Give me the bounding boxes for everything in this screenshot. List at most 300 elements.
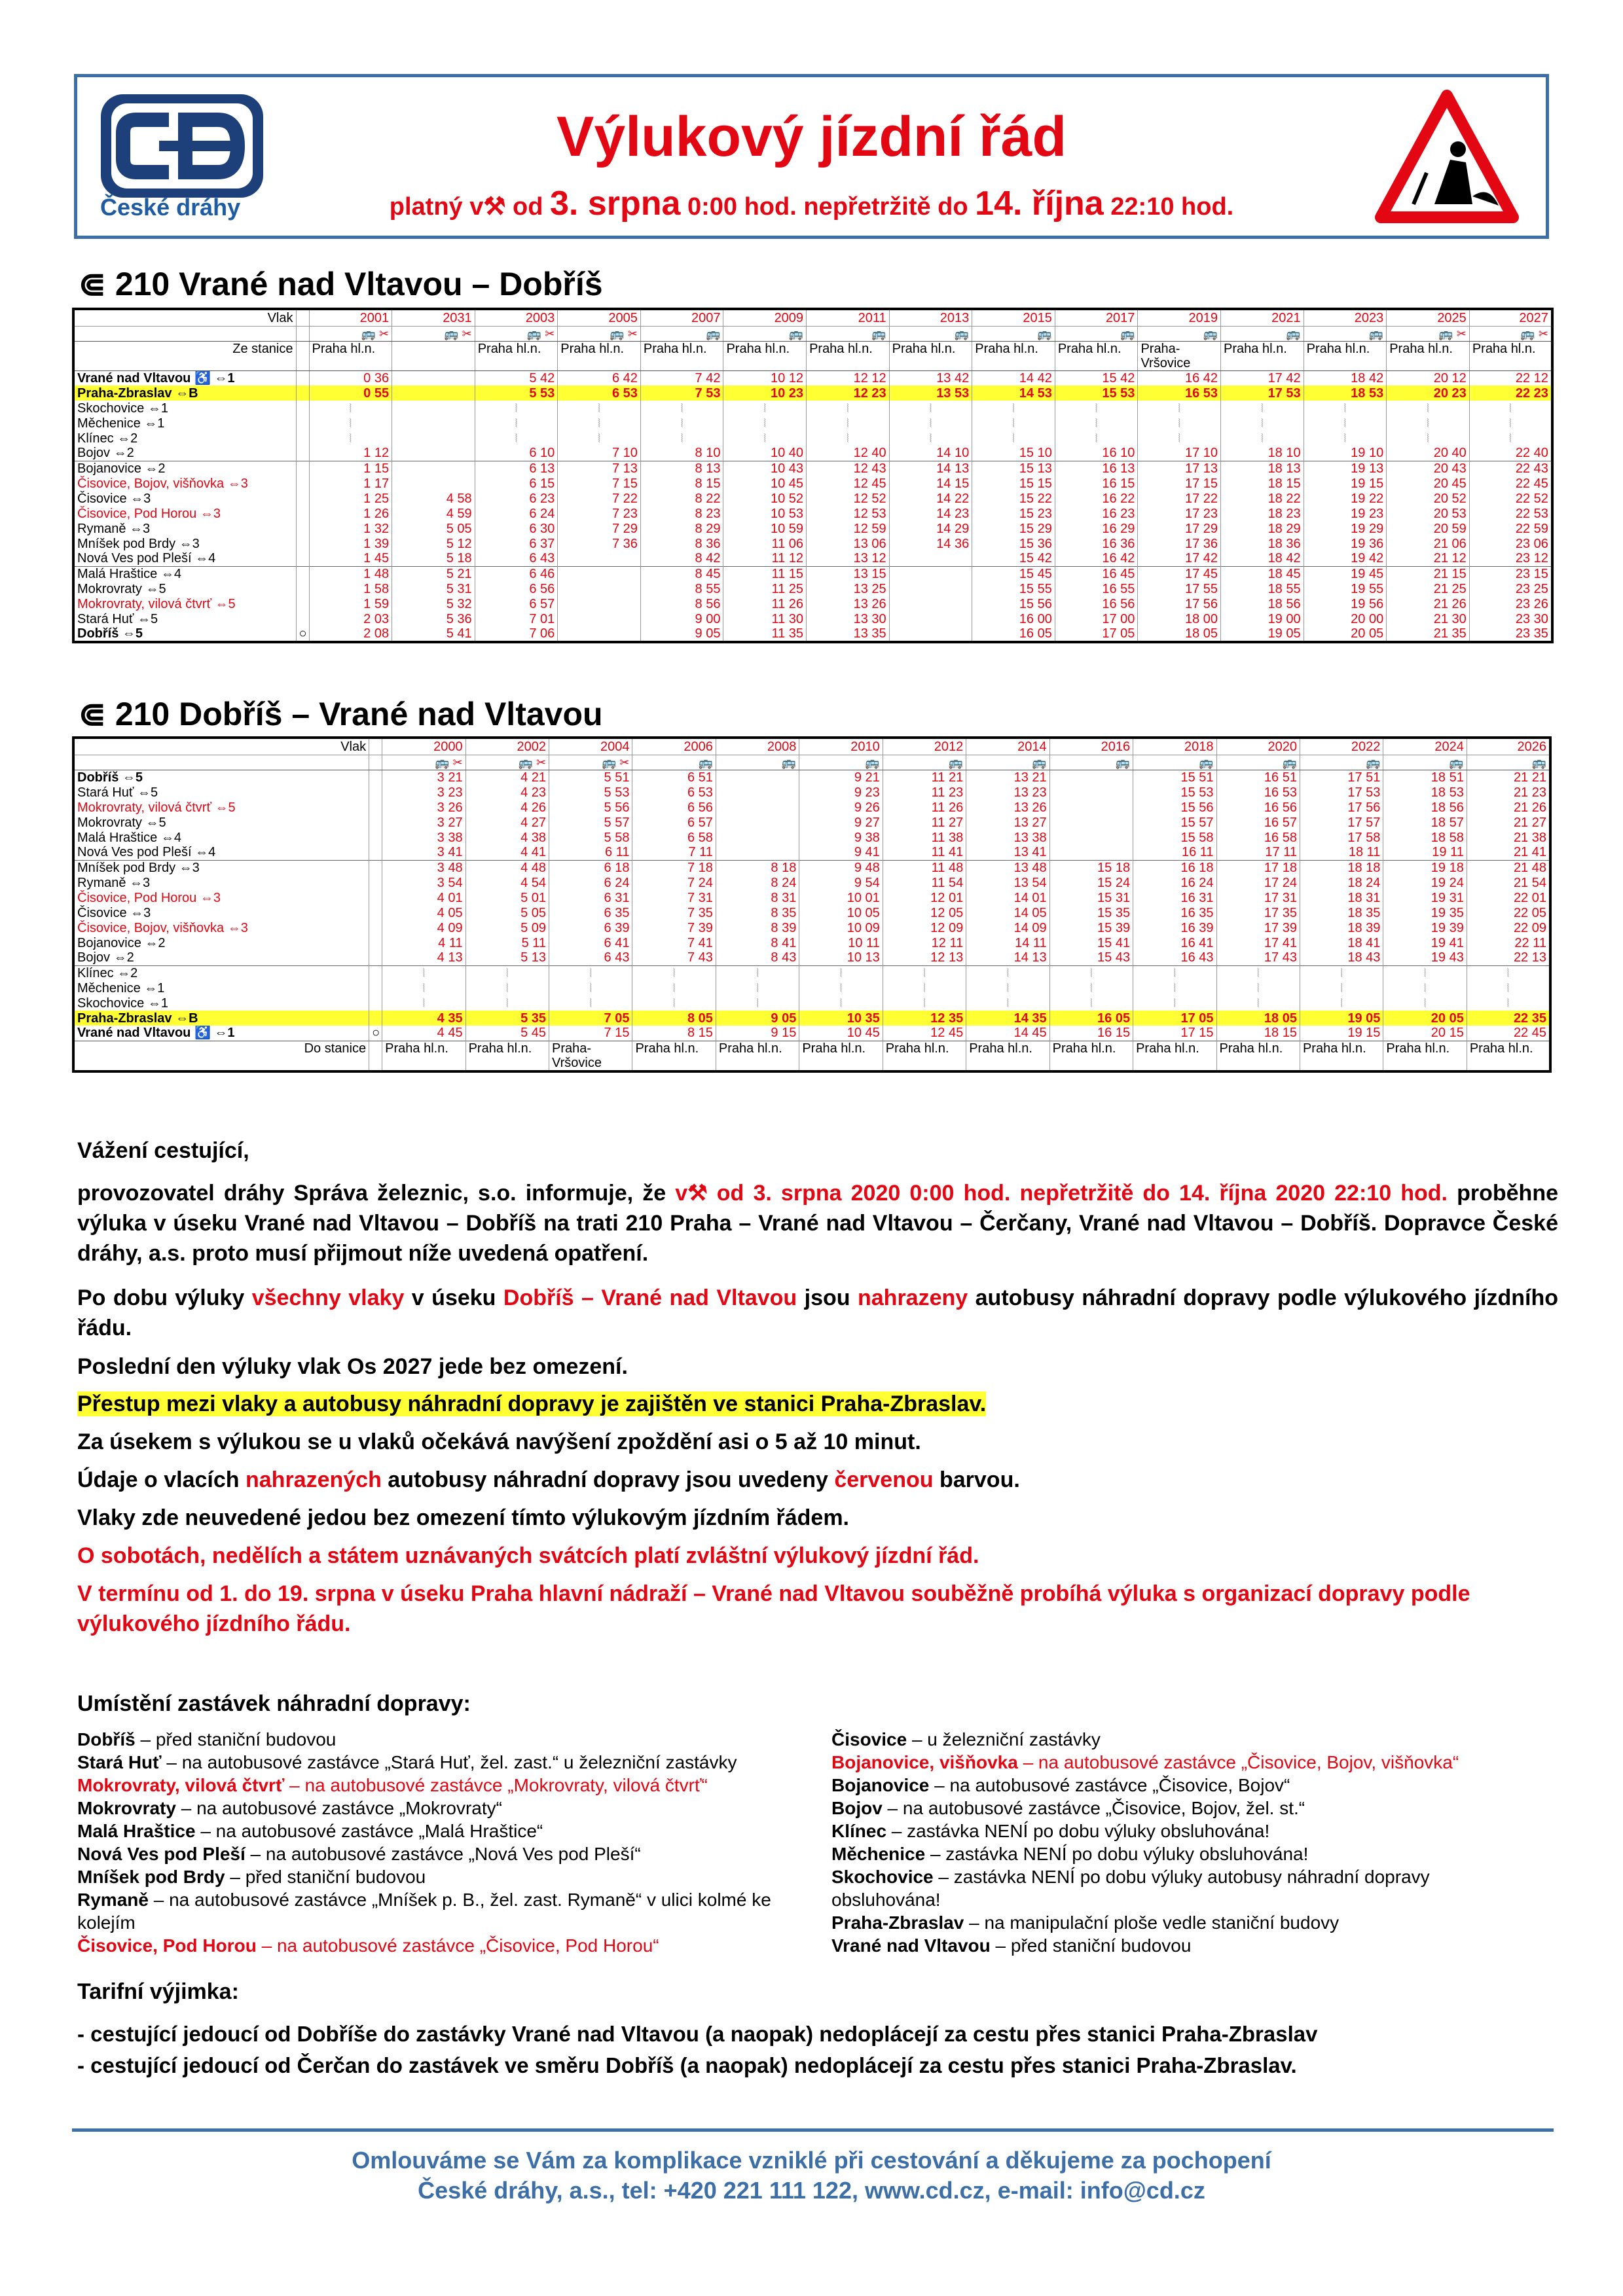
station-name: Rymaně ⇔3	[73, 875, 369, 890]
stop-name: Mokrovraty	[77, 1798, 176, 1818]
departure-time: 10 40	[723, 446, 807, 461]
logo-text: České dráhy	[100, 194, 241, 221]
departure-time: ⦚	[549, 996, 632, 1011]
end-marker-cell	[296, 491, 309, 506]
departure-time: ⦚	[1055, 416, 1138, 431]
table-row	[73, 1011, 1550, 1026]
info-p8: O sobotách, nedělích a státem uznávaných svátcích platí zvláštní výlukový jízdní řád.	[77, 1543, 979, 1568]
from-station: Praha hl.n.	[640, 341, 723, 370]
departure-time: 15 53	[1133, 785, 1216, 800]
stop-name: Mokrovraty, vilová čtvrť	[77, 1775, 285, 1795]
departure-time: ⦚	[1216, 965, 1300, 980]
stop-description: – na autobusové zastávce „Mníšek p. B., žel. zast. Rymaně“ v ulici kolmé ke kolejím	[77, 1890, 771, 1933]
stop-description: – na autobusové zastávce „Mokrovraty, vilová čtvrť“	[284, 1775, 708, 1795]
departure-time: 19 05	[1300, 1011, 1383, 1026]
departure-time: 3 54	[382, 875, 465, 890]
departure-time	[889, 626, 972, 642]
station-name: Mníšek pod Brdy ⇔3	[73, 860, 369, 875]
stop-name: Bojanovice	[831, 1775, 930, 1795]
departure-time: 18 57	[1383, 815, 1467, 830]
train-number: 2014	[966, 738, 1049, 755]
departure-time	[716, 845, 799, 860]
departure-time: 10 45	[723, 476, 807, 491]
stop-description: – na autobusové zastávce „Mokrovraty“	[175, 1798, 502, 1818]
departure-time: ⦚	[465, 965, 549, 980]
departure-time: ⦚	[1467, 996, 1550, 1011]
departure-time: 12 09	[883, 920, 966, 935]
departure-time: 11 21	[883, 770, 966, 785]
departure-time: 18 29	[1221, 521, 1304, 536]
stop-description: – zastávka NENÍ po dobu výluky obsluhována!	[925, 1844, 1309, 1864]
departure-time: ⦚	[1133, 980, 1216, 996]
departure-time: 12 40	[807, 446, 890, 461]
end-marker-cell	[296, 611, 309, 626]
departure-time: 6 58	[632, 830, 716, 845]
end-marker-cell	[369, 800, 382, 815]
departure-time: ⦚	[1469, 401, 1552, 416]
departure-time: 19 42	[1304, 551, 1387, 566]
departure-time: 14 35	[966, 1011, 1049, 1026]
from-station: Praha hl.n.	[1304, 341, 1387, 370]
stop-item	[831, 1797, 1539, 1820]
train-number-row	[73, 309, 1552, 326]
departure-time: ⦚	[1300, 996, 1383, 1011]
departure-time: 20 00	[1304, 611, 1387, 626]
departure-time: 18 56	[1221, 596, 1304, 611]
departure-time: 4 48	[465, 860, 549, 875]
departure-time: 16 35	[1133, 905, 1216, 920]
end-marker-cell	[296, 551, 309, 566]
departure-time	[716, 830, 799, 845]
departure-time: 5 11	[465, 935, 549, 950]
departure-time: 10 35	[799, 1011, 883, 1026]
departure-time	[558, 581, 641, 596]
stop-item	[77, 1842, 791, 1865]
departure-time: 17 23	[1138, 506, 1221, 521]
departure-time: 15 29	[972, 521, 1055, 536]
departure-time: 19 55	[1304, 581, 1387, 596]
train-number: 2019	[1138, 309, 1221, 326]
departure-time	[889, 566, 972, 581]
departure-time: ⦚	[1216, 996, 1300, 1011]
departure-time: 17 00	[1055, 611, 1138, 626]
departure-time: ⦚	[966, 996, 1049, 1011]
departure-time: 18 18	[1300, 860, 1383, 875]
bus-replacement-icon: 🚌	[807, 326, 890, 341]
departure-time: ⦚	[465, 980, 549, 996]
departure-time: 23 30	[1469, 611, 1552, 626]
departure-time: 21 21	[1467, 770, 1550, 785]
departure-time: ⦚	[1467, 980, 1550, 996]
end-marker-cell: ○	[296, 626, 309, 642]
departure-time: 17 05	[1133, 1011, 1216, 1026]
station-name: Dobříš ⇔5	[73, 770, 369, 785]
departure-time: 7 53	[640, 386, 723, 401]
departure-time: 11 25	[723, 581, 807, 596]
station-name: Bojov ⇔2	[73, 446, 296, 461]
departure-time: 21 15	[1387, 566, 1470, 581]
departure-time: 7 06	[475, 626, 558, 642]
train-number: 2016	[1049, 738, 1133, 755]
departure-time: 22 35	[1467, 1011, 1550, 1026]
station-name: Mokrovraty ⇔5	[73, 581, 296, 596]
train-symbol-row	[73, 326, 1552, 341]
departure-time: 3 23	[382, 785, 465, 800]
departure-time: 1 48	[309, 566, 392, 581]
departure-time: 7 22	[558, 491, 641, 506]
departure-time: 1 15	[309, 461, 392, 476]
departure-time	[392, 370, 475, 386]
bus-replacement-icon: 🚌	[1467, 755, 1550, 770]
station-name: Klínec ⇔2	[73, 431, 296, 446]
stop-description: – na autobusové zastávce „Nová Ves pod Pleší“	[245, 1844, 641, 1864]
departure-time: ⦚	[972, 416, 1055, 431]
stop-item	[77, 1751, 791, 1774]
departure-time: 5 41	[392, 626, 475, 642]
departure-time: 18 35	[1300, 905, 1383, 920]
departure-time: 7 15	[558, 476, 641, 491]
departure-time: ⦚	[1387, 431, 1470, 446]
departure-time: 18 23	[1221, 506, 1304, 521]
info-p9: V termínu od 1. do 19. srpna v úseku Praha hlavní nádraží – Vrané nad Vltavou souběžně probíhá výluka s organizací dopravy podle výlukového jízdního řádu.	[77, 1581, 1470, 1636]
train-number: 2007	[640, 309, 723, 326]
table-row	[73, 611, 1552, 626]
departure-time	[558, 551, 641, 566]
departure-time: 13 25	[807, 581, 890, 596]
departure-time	[558, 626, 641, 642]
stop-item	[831, 1820, 1539, 1842]
page-title: Výlukový jízdní řád	[556, 105, 1067, 168]
info-p5: Za úsekem s výlukou se u vlaků očekává navýšení zpoždění asi o 5 až 10 minut.	[77, 1429, 921, 1454]
departure-time	[1049, 785, 1133, 800]
departure-time: 3 48	[382, 860, 465, 875]
departure-time: 16 57	[1216, 815, 1300, 830]
station-name: Rymaně ⇔3	[73, 521, 296, 536]
departure-time: 12 23	[807, 386, 890, 401]
end-marker-cell	[369, 935, 382, 950]
departure-time: 12 43	[807, 461, 890, 476]
to-station: Praha hl.n.	[1133, 1041, 1216, 1071]
stop-description: – na autobusové zastávce „Malá Hraštice“	[195, 1821, 543, 1841]
departure-time: 13 42	[889, 370, 972, 386]
departure-time: 11 23	[883, 785, 966, 800]
end-marker-cell	[296, 536, 309, 551]
table-row	[73, 815, 1550, 830]
end-marker-cell	[369, 996, 382, 1011]
departure-time: 14 05	[966, 905, 1049, 920]
spacer-cell	[296, 341, 309, 370]
departure-time: ⦚	[966, 980, 1049, 996]
departure-time: 22 23	[1469, 386, 1552, 401]
timetable-1	[72, 308, 1554, 643]
departure-time: 7 29	[558, 521, 641, 536]
departure-time: 4 01	[382, 890, 465, 905]
departure-time: 9 48	[799, 860, 883, 875]
end-marker-cell	[369, 875, 382, 890]
departure-time: 18 53	[1304, 386, 1387, 401]
departure-time: 7 11	[632, 845, 716, 860]
departure-time	[392, 461, 475, 476]
departure-time: ⦚	[1138, 416, 1221, 431]
end-marker-cell	[369, 1011, 382, 1026]
departure-time: ⦚	[1387, 401, 1470, 416]
departure-time: 6 13	[475, 461, 558, 476]
departure-time: 11 41	[883, 845, 966, 860]
train-number: 2003	[475, 309, 558, 326]
end-marker-cell	[296, 416, 309, 431]
departure-time: 5 53	[475, 386, 558, 401]
departure-time: 22 52	[1469, 491, 1552, 506]
departure-time: 16 45	[1055, 566, 1138, 581]
info-p1: provozovatel dráhy Správa železnic, s.o. informuje, že v⚒ od 3. srpna 2020 0:00 hod. nepřetržitě do 14. října 2020 22:10 hod. proběhne výluka v úseku Vrané nad Vltavou – Dobříš na trati 210 Praha – Vrané nad Vltavou – Čerčany, Vrané nad Vltavou – Dobříš. Dopravce České dráhy, a.s. proto musí přijmout níže uvedená opatření.	[77, 1181, 1559, 1266]
departure-time: 18 10	[1221, 446, 1304, 461]
train-number-row	[73, 738, 1550, 755]
departure-time: 18 55	[1221, 581, 1304, 596]
departure-time: 22 13	[1467, 950, 1550, 965]
departure-time	[392, 401, 475, 416]
departure-time: 11 54	[883, 875, 966, 890]
departure-time: 22 12	[1469, 370, 1552, 386]
departure-time: 8 29	[640, 521, 723, 536]
stop-description: – na autobusové zastávce „Čisovice, Pod Horou“	[256, 1935, 659, 1956]
departure-time: ⦚	[889, 416, 972, 431]
departure-time: 6 57	[632, 815, 716, 830]
train-number: 2002	[465, 738, 549, 755]
spacer-cell	[296, 309, 309, 326]
bus-replacement-icon: 🚌 ✂	[558, 326, 641, 341]
stop-item	[831, 1751, 1539, 1774]
departure-time: ⦚	[1133, 996, 1216, 1011]
departure-time: ⦚	[640, 416, 723, 431]
departure-time: 18 13	[1221, 461, 1304, 476]
bus-replacement-icon: 🚌	[1216, 755, 1300, 770]
symbol-label-cell	[73, 755, 369, 770]
end-marker-cell	[369, 965, 382, 980]
departure-time: 17 15	[1133, 1026, 1216, 1041]
departure-time: 7 35	[632, 905, 716, 920]
departure-time: 23 12	[1469, 551, 1552, 566]
train-number: 2012	[883, 738, 966, 755]
departure-time: 13 38	[966, 830, 1049, 845]
departure-time	[889, 596, 972, 611]
table-row	[73, 476, 1552, 491]
to-station: Praha hl.n.	[465, 1041, 549, 1071]
departure-time: 12 52	[807, 491, 890, 506]
departure-time: 18 11	[1300, 845, 1383, 860]
departure-time: 14 53	[972, 386, 1055, 401]
departure-time: ⦚	[1304, 431, 1387, 446]
page-subtitle: platný v⚒ od 3. srpna 0:00 hod. nepřetržitě do 14. října 22:10 hod.	[389, 185, 1234, 223]
departure-time: 16 22	[1055, 491, 1138, 506]
departure-time: 9 00	[640, 611, 723, 626]
departure-time: 1 59	[309, 596, 392, 611]
section1-title: ⋐ 210 Vrané nad Vltavou – Dobříš	[79, 266, 603, 302]
departure-time: ⦚	[883, 996, 966, 1011]
stop-item	[77, 1774, 791, 1797]
stop-item	[77, 1865, 791, 1888]
train-number: 2020	[1216, 738, 1300, 755]
table-row	[73, 770, 1550, 785]
departure-time	[889, 581, 972, 596]
spacer-cell	[369, 1041, 382, 1071]
departure-time: 15 55	[972, 581, 1055, 596]
departure-time: 6 53	[632, 785, 716, 800]
departure-time: 18 31	[1300, 890, 1383, 905]
stop-item	[831, 1842, 1539, 1865]
departure-time: 20 15	[1383, 1026, 1467, 1041]
departure-time: 16 13	[1055, 461, 1138, 476]
departure-time: 19 35	[1383, 905, 1467, 920]
departure-time: 16 53	[1138, 386, 1221, 401]
train-number: 2025	[1387, 309, 1470, 326]
bus-icon: ⋐	[79, 696, 106, 732]
departure-time: 16 42	[1055, 551, 1138, 566]
train-number: 2004	[549, 738, 632, 755]
departure-time: ⦚	[807, 431, 890, 446]
departure-time: 5 31	[392, 581, 475, 596]
tariff-title: Tarifní výjimka:	[77, 1979, 239, 2004]
stop-name: Malá Hraštice	[77, 1821, 196, 1841]
departure-time: 18 56	[1383, 800, 1467, 815]
departure-time: 5 36	[392, 611, 475, 626]
departure-time: 1 25	[309, 491, 392, 506]
departure-time: 21 27	[1467, 815, 1550, 830]
table-row	[73, 920, 1550, 935]
departure-time: 21 38	[1467, 830, 1550, 845]
bus-replacement-icon: 🚌	[640, 326, 723, 341]
departure-time: 8 45	[640, 566, 723, 581]
departure-time: 20 05	[1383, 1011, 1467, 1026]
departure-time: 4 26	[465, 800, 549, 815]
train-number: 2000	[382, 738, 465, 755]
table-row	[73, 1026, 1550, 1041]
from-station: Praha-Vršovice	[1138, 341, 1221, 370]
departure-time: 16 05	[1049, 1011, 1133, 1026]
from-station: Praha hl.n.	[807, 341, 890, 370]
departure-time: 21 35	[1387, 626, 1470, 642]
departure-time: 2 03	[309, 611, 392, 626]
stop-name: Stará Huť	[77, 1752, 162, 1772]
departure-time: 6 56	[632, 800, 716, 815]
end-marker-cell	[369, 920, 382, 935]
end-marker-cell	[296, 506, 309, 521]
departure-time: 15 42	[972, 551, 1055, 566]
departure-time: 19 39	[1383, 920, 1467, 935]
stops-right	[831, 1728, 1539, 1957]
departure-time: 12 11	[883, 935, 966, 950]
vlak-label: Vlak	[73, 738, 369, 755]
departure-time: 13 53	[889, 386, 972, 401]
departure-time: 6 24	[549, 875, 632, 890]
end-marker-cell	[296, 566, 309, 581]
vlak-label: Vlak	[73, 309, 296, 326]
departure-time: 7 18	[632, 860, 716, 875]
departure-time: 6 57	[475, 596, 558, 611]
departure-time: 14 11	[966, 935, 1049, 950]
departure-time: ⦚	[1055, 401, 1138, 416]
to-station: Praha hl.n.	[883, 1041, 966, 1071]
end-marker-cell	[369, 950, 382, 965]
departure-time: 9 15	[716, 1026, 799, 1041]
bus-replacement-icon: 🚌	[1133, 755, 1216, 770]
departure-time: 10 11	[799, 935, 883, 950]
departure-time	[716, 770, 799, 785]
station-name: Čisovice, Pod Horou ⇔3	[73, 506, 296, 521]
departure-time: 12 13	[883, 950, 966, 965]
departure-time: 7 43	[632, 950, 716, 965]
departure-time: 11 26	[723, 596, 807, 611]
footer-contact: České dráhy, a.s., tel: +420 221 111 122, www.cd.cz, e-mail: info@cd.cz	[418, 2177, 1205, 2204]
departure-time: 5 58	[549, 830, 632, 845]
departure-time: 6 53	[558, 386, 641, 401]
departure-time	[716, 800, 799, 815]
departure-time: 5 45	[465, 1026, 549, 1041]
departure-time: 17 35	[1216, 905, 1300, 920]
departure-time: 21 06	[1387, 536, 1470, 551]
end-marker-cell	[369, 980, 382, 996]
departure-time: 19 05	[1221, 626, 1304, 642]
train-number: 2011	[807, 309, 890, 326]
train-number: 2021	[1221, 309, 1304, 326]
departure-time: 20 23	[1387, 386, 1470, 401]
departure-time: 22 01	[1467, 890, 1550, 905]
station-name: Měchenice ⇔1	[73, 980, 369, 996]
train-number: 2023	[1304, 309, 1387, 326]
departure-time: 23 06	[1469, 536, 1552, 551]
bus-replacement-icon: 🚌	[1138, 326, 1221, 341]
departure-time: 17 05	[1055, 626, 1138, 642]
table-row	[73, 491, 1552, 506]
departure-time: 4 58	[392, 491, 475, 506]
bus-replacement-icon: 🚌 ✂	[1387, 326, 1470, 341]
departure-time: 18 39	[1300, 920, 1383, 935]
table-row	[73, 401, 1552, 416]
departure-time: ⦚	[799, 996, 883, 1011]
departure-time: 17 53	[1300, 785, 1383, 800]
departure-time: 14 01	[966, 890, 1049, 905]
departure-time: 14 15	[889, 476, 972, 491]
departure-time: 16 10	[1055, 446, 1138, 461]
departure-time	[1049, 815, 1133, 830]
departure-time: 18 45	[1221, 566, 1304, 581]
departure-time: 13 23	[966, 785, 1049, 800]
departure-time: ⦚	[716, 980, 799, 996]
station-name: Malá Hraštice ⇔4	[73, 830, 369, 845]
stops-title: Umístění zastávek náhradní dopravy:	[77, 1691, 471, 1716]
departure-time: 6 46	[475, 566, 558, 581]
departure-time: 7 24	[632, 875, 716, 890]
symbol-label-cell	[73, 326, 296, 341]
departure-time: 10 23	[723, 386, 807, 401]
departure-time: ⦚	[889, 401, 972, 416]
bus-replacement-icon: 🚌 ✂	[382, 755, 465, 770]
end-marker-cell: ○	[369, 1026, 382, 1041]
departure-time: 23 26	[1469, 596, 1552, 611]
departure-time: 21 26	[1387, 596, 1470, 611]
bus-replacement-icon: 🚌	[889, 326, 972, 341]
station-name: Čisovice, Bojov, višňovka ⇔3	[73, 476, 296, 491]
departure-time: 5 21	[392, 566, 475, 581]
departure-time: 17 39	[1216, 920, 1300, 935]
bus-replacement-icon: 🚌 ✂	[465, 755, 549, 770]
train-number: 2031	[392, 309, 475, 326]
departure-time: 8 31	[716, 890, 799, 905]
departure-time: 22 09	[1467, 920, 1550, 935]
table-row	[73, 461, 1552, 476]
departure-time: 0 55	[309, 386, 392, 401]
departure-time: 17 11	[1216, 845, 1300, 860]
departure-time: 5 12	[392, 536, 475, 551]
